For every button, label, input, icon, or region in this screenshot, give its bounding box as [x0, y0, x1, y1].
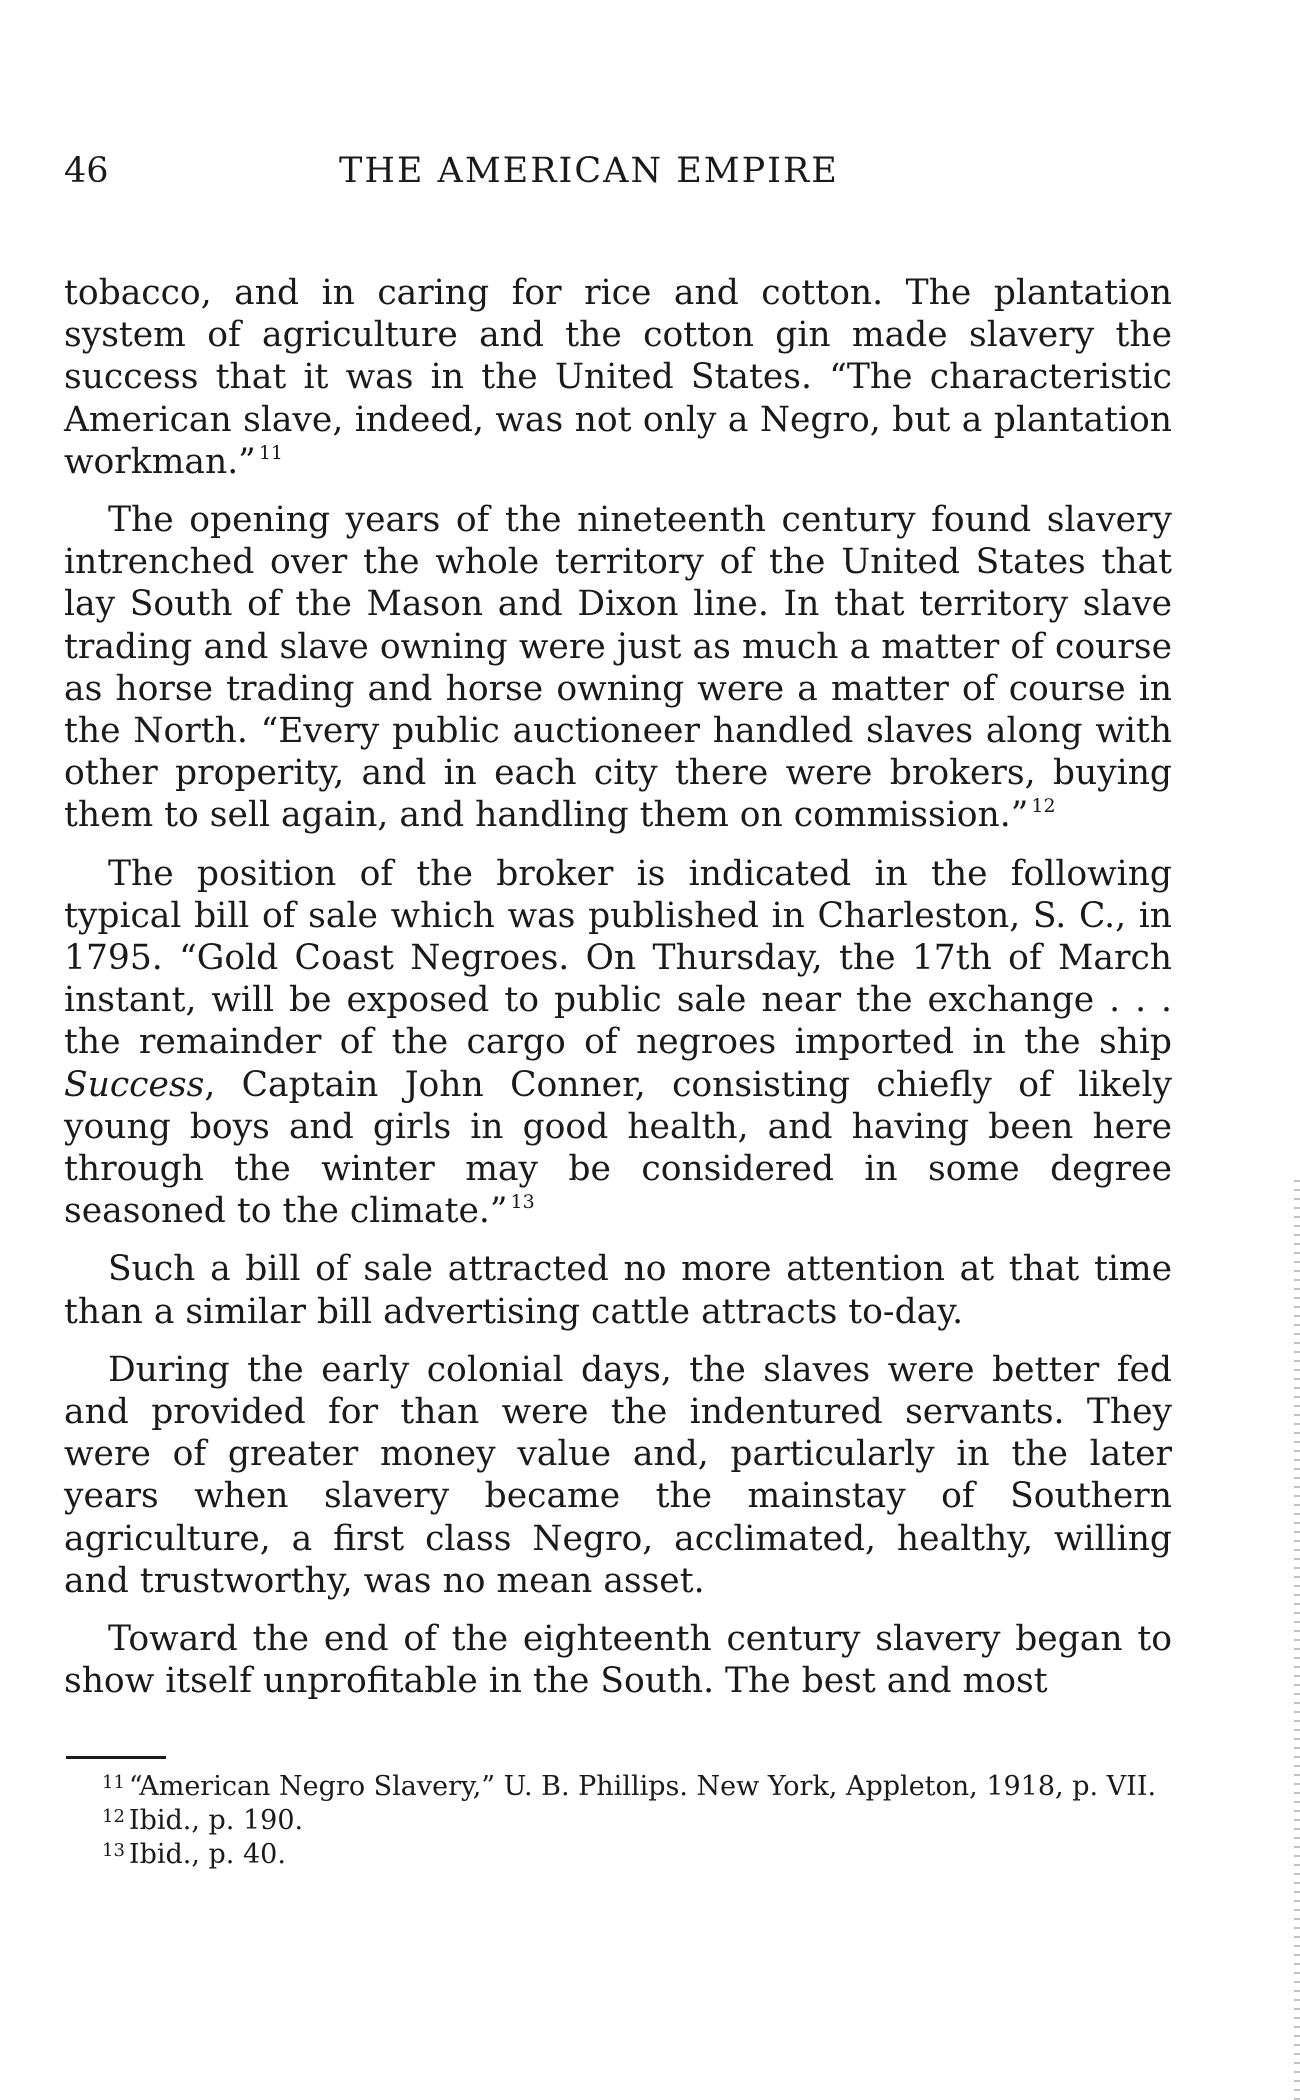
paragraph-text: The position of the broker is indicated in the following typical bill of sale which was published in Charleston, S. C., in 1795. “Gold Coast Negroes. On Thursday, the 17th of March instant, will be exposed to public sale near the exchange . . . the remainder of the cargo of negroes imported in the ship [64, 853, 1172, 1063]
paragraph-text: Such a bill of sale attracted no more attention at that time than a similar bill advertising cattle attracts to-day. [64, 1249, 1172, 1332]
paragraph [64, 1349, 1172, 1602]
paragraph-text: The opening years of the nineteenth century found slavery intrenched over the whole territory of the United States that lay South of the Mason and Dixon line. In that territory slave trading and slave owning were just as much a matter of course as horse trading and horse owning were a matter of course in the North. “Every public auctioneer handled slaves along with other properity, and in each city there were brokers, buying them to sell again, and handling them on commission.” [64, 500, 1172, 836]
footnote-reference: 13 [510, 1191, 535, 1214]
ship-name: Success [64, 1064, 205, 1105]
footnote [64, 1804, 1172, 1838]
footnote-text: “American Negro Slavery,” U. B. Phillips. New York, Appleton, 1918, p. VII. [128, 1771, 1157, 1802]
footnote-number: 12 [102, 1806, 125, 1827]
footnote-number: 11 [102, 1772, 125, 1793]
running-head [64, 146, 1172, 196]
paragraph [64, 1618, 1172, 1702]
paragraph-text: During the early colonial days, the slaves were better fed and provided for than were the indentured servants. They were of greater money value and, particularly in the later years when slavery became the mainstay of Southern agriculture, a first class Negro, acclimated, healthy, willing and trustworthy, was no mean asset. [64, 1349, 1172, 1601]
footnote-divider [66, 1756, 166, 1759]
paragraph [64, 272, 1172, 483]
footnote-text: Ibid., p. 40. [128, 1839, 286, 1870]
footnote [64, 1838, 1172, 1872]
paragraph [64, 499, 1172, 837]
footnote-number: 13 [102, 1840, 125, 1861]
paragraph [64, 853, 1172, 1233]
footnote-text: Ibid., p. 190. [128, 1805, 304, 1836]
running-title: THE AMERICAN EMPIRE [339, 151, 839, 191]
footnotes [64, 1770, 1172, 1872]
footnote-reference: 12 [1031, 795, 1056, 818]
paragraph-text: Toward the end of the eighteenth century slavery began to show itself unprofitable in the South. The best and most [64, 1619, 1172, 1702]
page-number: 46 [64, 151, 109, 191]
paragraph [64, 1248, 1172, 1332]
paragraph-text: tobacco, and in caring for rice and cotton. The plantation system of agriculture and the cotton gin made slavery the success that it was in the United States. “The characteristic American slave, indeed, was not only a Negro, but a plantation workman.” [64, 273, 1172, 482]
footnote-reference: 11 [258, 441, 283, 464]
footnote [64, 1770, 1172, 1804]
paragraph-text: , Captain John Conner, consisting chiefly of likely young boys and girls in good health, and having been here through the winter may be considered in some degree seasoned to the climate.” [64, 1064, 1172, 1232]
body-text [64, 272, 1172, 1719]
page-edge-artifact [1294, 1180, 1300, 2100]
